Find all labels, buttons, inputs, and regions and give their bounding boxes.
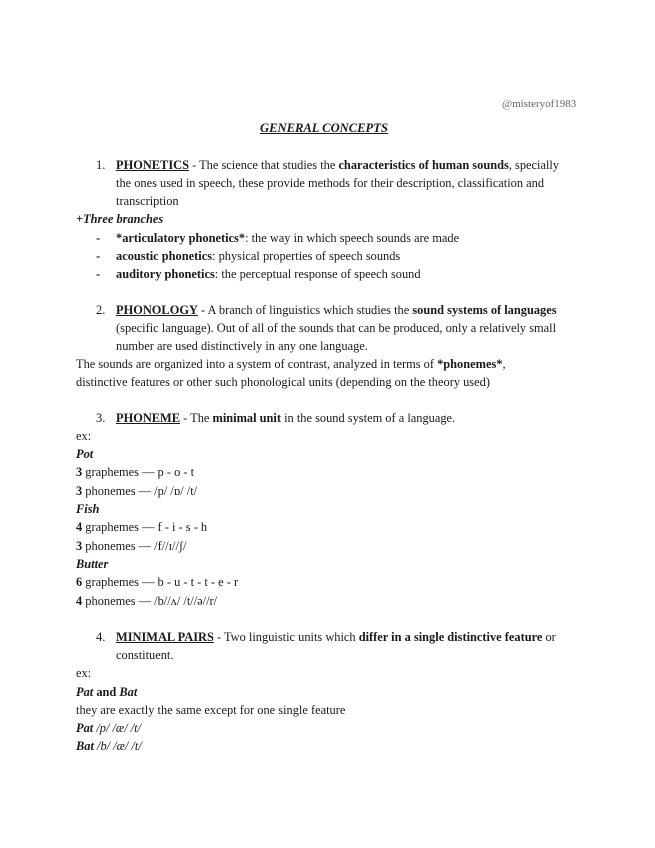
fish-graphemes: 4 graphemes — f - i - s - h bbox=[76, 520, 208, 534]
phoneme-ex-label: ex: bbox=[76, 429, 92, 443]
fish-phonemes: 3 phonemes — /f//ɪ//ʃ/ bbox=[76, 539, 187, 553]
branch-acoustic: acoustic phonetics: physical properties of speech sounds bbox=[116, 249, 401, 263]
item-number-1: 1. bbox=[96, 158, 106, 172]
example-word-butter: Butter bbox=[76, 557, 109, 571]
phonology-para1: The sounds are organized into a system of contrast, analyzed in terms of *phonemes*, bbox=[76, 357, 506, 371]
phoneme-term: PHONEME bbox=[116, 411, 181, 425]
minimal-pairs-line2: constituent. bbox=[116, 648, 174, 662]
pot-phonemes: 3 phonemes — /p/ /ɒ/ /t/ bbox=[76, 484, 198, 498]
branch-item: - bbox=[96, 267, 101, 281]
example-word-pot: Pot bbox=[76, 447, 94, 461]
author-handle: @misteryof1983 bbox=[502, 98, 577, 110]
item-number-2: 2. bbox=[96, 303, 106, 317]
example-word-fish: Fish bbox=[76, 502, 100, 516]
pair-heading: Pat and Bat bbox=[76, 685, 138, 699]
minimal-pairs-ex-label: ex: bbox=[76, 666, 92, 680]
branch-articulatory: *articulatory phonetics*: the way in which speech sounds are made bbox=[116, 231, 460, 245]
minimal-pairs-term: MINIMAL PAIRS bbox=[116, 630, 214, 644]
phonetics-term: PHONETICS bbox=[116, 158, 189, 172]
butter-phonemes: 4 phonemes — /b//ʌ/ /t//ə//r/ bbox=[76, 594, 218, 608]
phonology-term: PHONOLOGY bbox=[116, 303, 198, 317]
phonetics-line1: PHONETICS - The science that studies the characteristics of human sounds, specially bbox=[116, 158, 560, 172]
phonetics-line2: the ones used in speech, these provide methods for their description, classification and bbox=[116, 176, 545, 190]
item-number-3: 3. bbox=[96, 411, 106, 425]
phonology-line3: number are used distinctively in any one language. bbox=[116, 339, 368, 353]
branch-auditory: auditory phonetics: the perceptual response of speech sound bbox=[116, 267, 421, 281]
pot-graphemes: 3 graphemes — p - o - t bbox=[76, 465, 195, 479]
minimal-pairs-line1: MINIMAL PAIRS - Two linguistic units which differ in a single distinctive feature or bbox=[116, 630, 556, 644]
phonology-line1: PHONOLOGY - A branch of linguistics which studies the sound systems of languages bbox=[116, 303, 557, 317]
phoneme-line1: PHONEME - The minimal unit in the sound system of a language. bbox=[116, 411, 456, 425]
phonetics-line3: transcription bbox=[116, 194, 179, 208]
branch-item: - bbox=[96, 231, 101, 245]
pair-row-pat: Pat /p/ /æ/ /t/ bbox=[76, 721, 142, 735]
item-number-4: 4. bbox=[96, 630, 106, 644]
branch-item: - bbox=[96, 249, 101, 263]
phonology-line2: (specific language). Out of all of the sounds that can be produced, only a relatively small bbox=[116, 321, 557, 335]
pair-explanation: they are exactly the same except for one single feature bbox=[76, 703, 346, 717]
phonology-para2: distinctive features or other such phonological units (depending on the theory used) bbox=[76, 375, 490, 389]
pair-row-bat: Bat /b/ /æ/ /t/ bbox=[76, 739, 142, 753]
branches-heading: +Three branches bbox=[76, 212, 164, 226]
page-title: GENERAL CONCEPTS bbox=[260, 121, 388, 135]
butter-graphemes: 6 graphemes — b - u - t - t - e - r bbox=[76, 575, 239, 589]
